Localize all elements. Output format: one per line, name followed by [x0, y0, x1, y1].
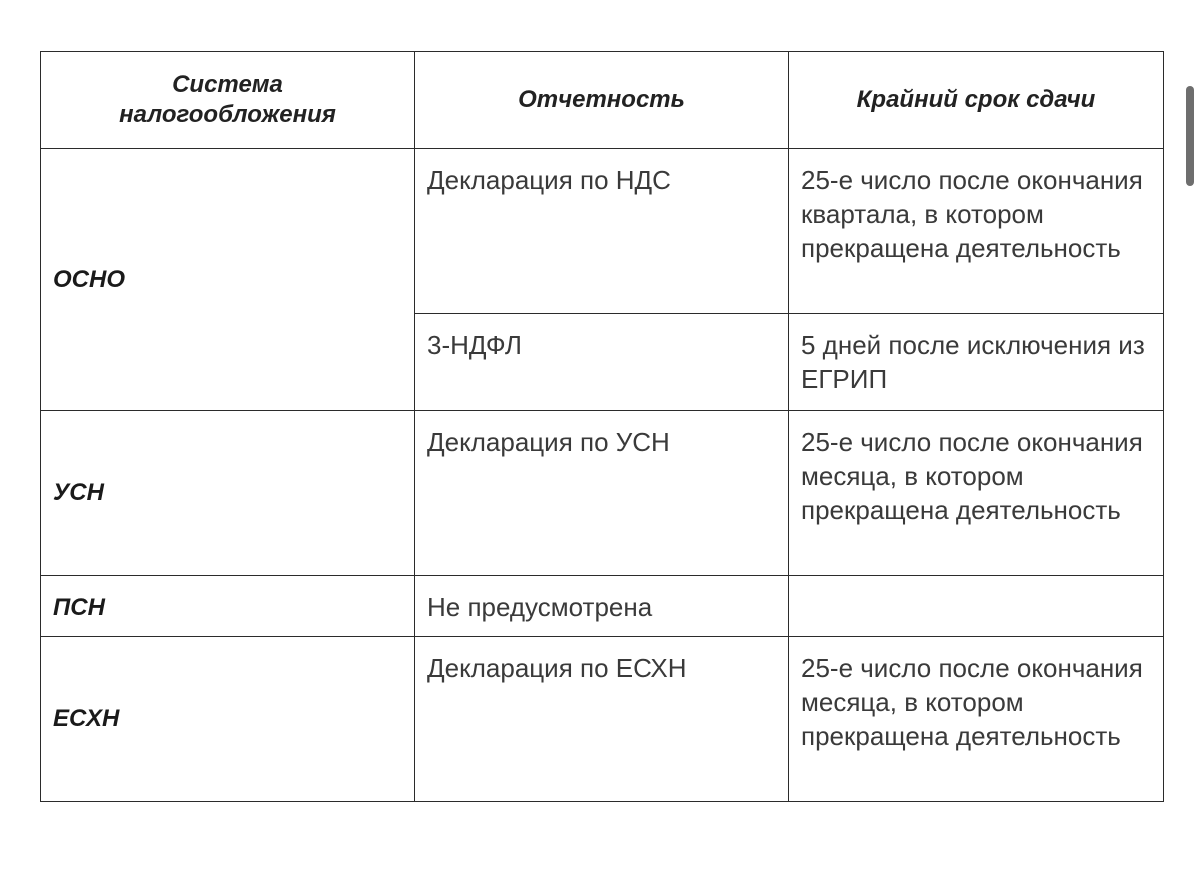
table-row — [41, 576, 1164, 637]
report-cell: Декларация по УСН — [415, 411, 789, 576]
header-deadline: Крайний срок сдачи — [789, 52, 1164, 149]
deadline-cell: 25-е число после окончания месяца, в котором прекращена деятельность — [789, 637, 1164, 802]
regime-osno: ОСНО — [41, 149, 415, 411]
deadline-cell — [789, 576, 1164, 637]
report-cell: Не предусмотрена — [415, 576, 789, 637]
table-row — [41, 149, 1164, 314]
report-cell: 3-НДФЛ — [415, 314, 789, 411]
deadline-cell: 25-е число после окончания месяца, в котором прекращена деятельность — [789, 411, 1164, 576]
report-cell: Декларация по НДС — [415, 149, 789, 314]
vertical-scrollbar[interactable] — [1186, 86, 1194, 186]
table-header-row — [41, 52, 1164, 149]
table-row — [41, 637, 1164, 802]
header-tax-system: Система налогообложения — [41, 52, 415, 149]
report-cell: Декларация по ЕСХН — [415, 637, 789, 802]
regime-usn: УСН — [41, 411, 415, 576]
deadline-cell: 25-е число после окончания квартала, в котором прекращена деятельность — [789, 149, 1164, 314]
deadline-cell: 5 дней после исключения из ЕГРИП — [789, 314, 1164, 411]
header-reporting: Отчетность — [415, 52, 789, 149]
table-row — [41, 411, 1164, 576]
tax-reporting-table — [40, 51, 1164, 802]
regime-esxn: ЕСХН — [41, 637, 415, 802]
regime-psn: ПСН — [41, 576, 415, 637]
